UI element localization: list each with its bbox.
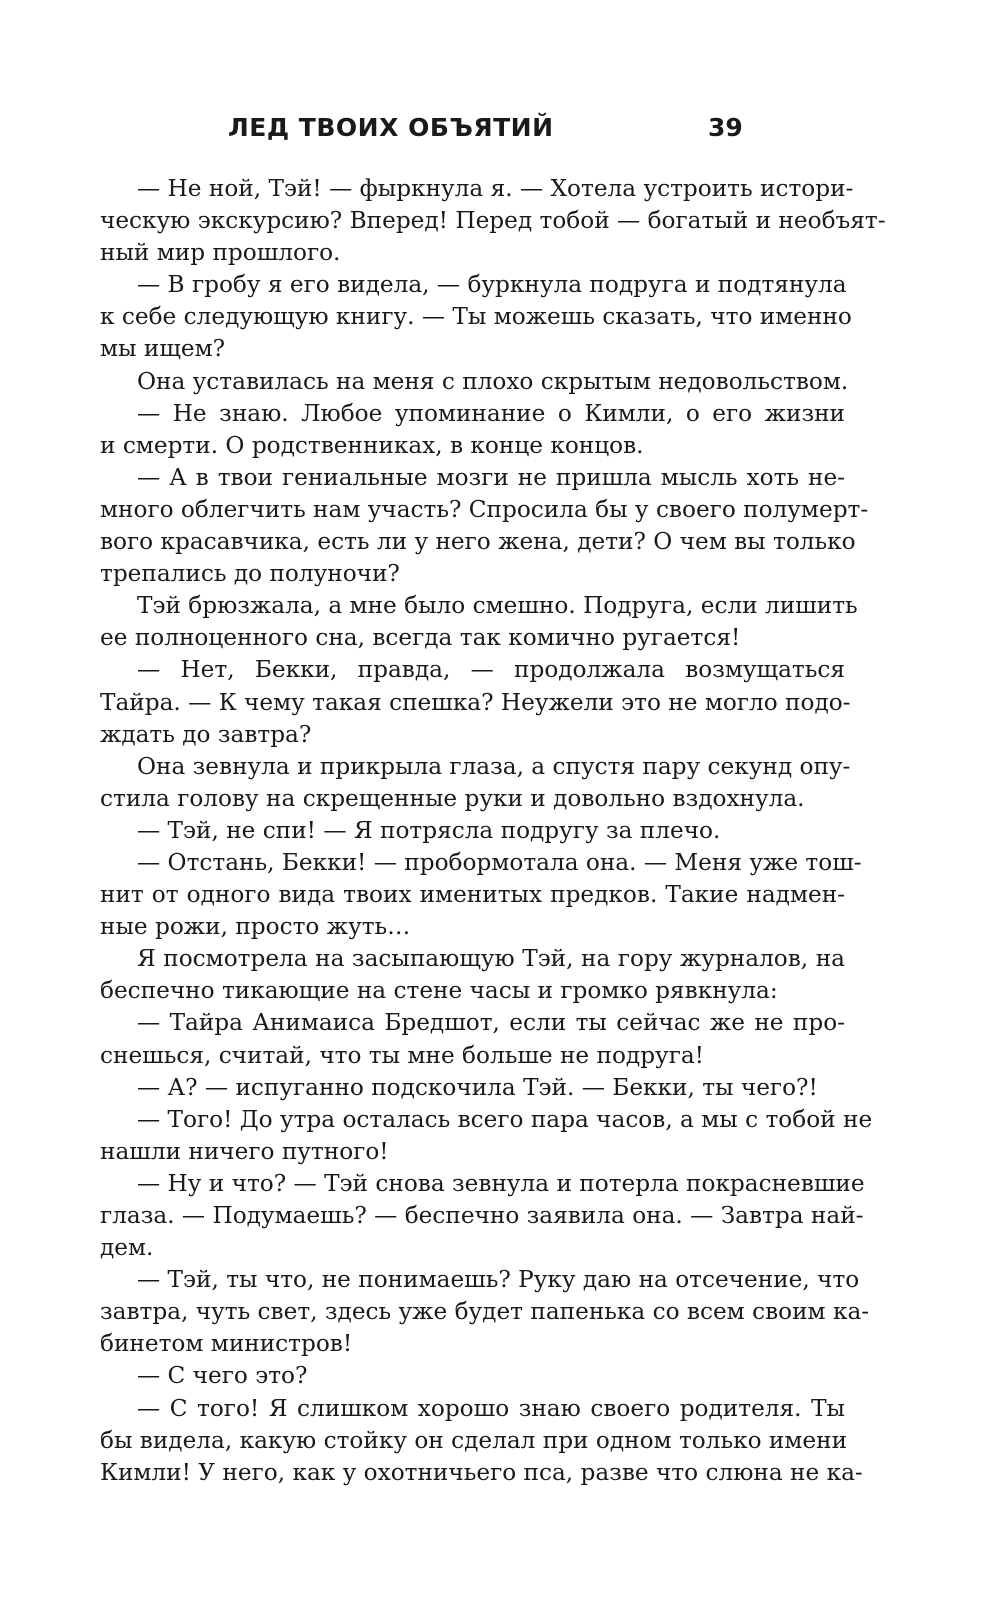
text-line: — А в твои гениальные мозги не пришла мысль хоть не-: [137, 463, 845, 491]
text-line: — Тайра Анимаиса Бредшот, если ты сейчас же не про-: [137, 1009, 845, 1037]
text-line: много облегчить нам участь? Спросила бы у своего полумерт-: [100, 495, 869, 523]
text-line: ждать до завтра?: [100, 720, 312, 748]
text-line: — В гробу я его видела, — буркнула подруга и подтянула: [137, 271, 847, 299]
body-text: [100, 173, 886, 1489]
text-line: нит от одного вида твоих именитых предков. Такие надмен-: [100, 881, 845, 909]
text-line: — С того! Я слишком хорошо знаю своего родителя. Ты: [137, 1394, 845, 1422]
text-line: Она уставилась на меня с плохо скрытым недовольством.: [137, 367, 849, 395]
text-line: — А? — испуганно подскочила Тэй. — Бекки, ты чего?!: [137, 1073, 818, 1101]
text-line: — Ну и что? — Тэй снова зевнула и потерла покрасневшие: [137, 1169, 865, 1197]
text-line: беспечно тикающие на стене часы и громко рявкнула:: [100, 977, 778, 1005]
text-line: дем.: [100, 1234, 154, 1262]
text-line: бинетом министров!: [100, 1330, 353, 1358]
text-line: бы видела, какую стойку он сделал при одном только имени: [100, 1426, 848, 1454]
text-line: — Тэй, не спи! — Я потрясла подругу за плечо.: [137, 816, 721, 844]
text-line: нашли ничего путного!: [100, 1137, 389, 1165]
text-line: — Отстань, Бекки! — пробормотала она. — Меня уже тош-: [137, 848, 862, 876]
text-line: вого красавчика, есть ли у него жена, дети? О чем вы только: [100, 528, 856, 556]
text-line: завтра, чуть свет, здесь уже будет папенька со всем своим ка-: [100, 1298, 870, 1326]
text-line: ный мир прошлого.: [100, 239, 341, 267]
text-line: Она зевнула и прикрыла глаза, а спустя пару секунд опу-: [137, 752, 851, 780]
text-line: — Тэй, ты что, не понимаешь? Руку даю на отсечение, что: [137, 1266, 860, 1294]
text-line: к себе следующую книгу. — Ты можешь сказать, что именно: [100, 303, 852, 331]
text-line: Тайра. — К чему такая спешка? Неужели это не могло подо-: [100, 688, 851, 716]
text-line: — С чего это?: [137, 1362, 308, 1390]
text-line: Кимли! У него, как у охотничьего пса, разве что слюна не ка-: [100, 1458, 863, 1486]
text-line: ные рожи, просто жуть…: [100, 913, 411, 941]
text-line: — Того! До утра осталась всего пара часов, а мы с тобой не: [137, 1105, 873, 1133]
text-line: мы ищем?: [100, 335, 226, 363]
text-line: ческую экскурсию? Вперед! Перед тобой — богатый и необъят-: [100, 207, 886, 235]
text-line: ее полноценного сна, всегда так комично ругается!: [100, 624, 741, 652]
text-line: трепались до полуночи?: [100, 560, 400, 588]
text-line: стила голову на скрещенные руки и довольно вздохнула.: [100, 784, 805, 812]
text-line: Я посмотрела на засыпающую Тэй, на гору журналов, на: [137, 945, 845, 973]
text-line: Тэй брюзжала, а мне было смешно. Подруга, если лишить: [137, 592, 858, 620]
text-line: — Нет, Бекки, правда, — продолжала возмущаться: [137, 656, 845, 684]
text-line: снешься, считай, что ты мне больше не подруга!: [100, 1041, 704, 1069]
text-line: глаза. — Подумаешь? — беспечно заявила она. — Завтра най-: [100, 1202, 864, 1229]
text-line: и смерти. О родственниках, в конце концов.: [100, 431, 644, 459]
text-line: — Не знаю. Любое упоминание о Кимли, о его жизни: [137, 399, 845, 427]
page-number: 39: [708, 113, 743, 142]
text-line: — Не ной, Тэй! — фыркнула я. — Хотела устроить истори-: [137, 175, 854, 202]
running-head-title: ЛЕД ТВОИХ ОБЪЯТИЙ: [228, 113, 554, 142]
